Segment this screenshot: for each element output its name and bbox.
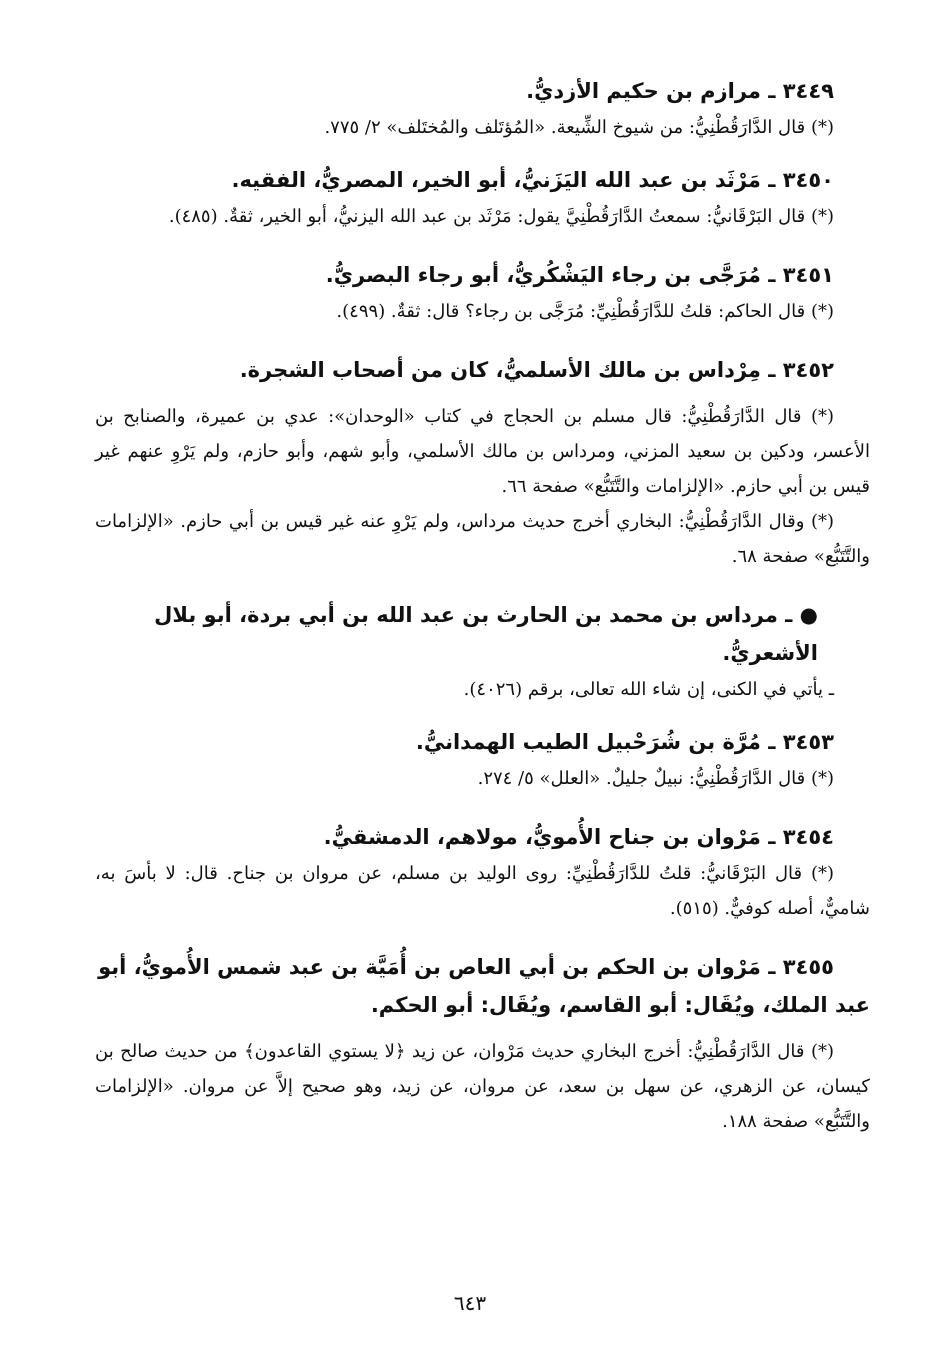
entry-text-3452-b: (*) وقال الدَّارَقُطْنِيُّ: البخاري أخرج حديث مرداس، ولم يَرْوِ عنه غير قيس بن أبي حازم. «الإلزامات والتَّتَبُّع» صفحة ٦٨. [95,511,870,567]
entry-text-3451: (*) قال الحاكم: قلتُ للدَّارَقُطْنِيِّ: مُرَجَّى بن رجاء؟ قال: ثقةٌ. (٤٩٩). [336,301,834,322]
entry-heading-3455: ٣٤٥٥ ـ مَرْوان بن الحكم بن أبي العاص بن أُمَيَّة بن عبد شمس الأُمويُّ، أبو عبد الملك، ويُقَال: أبو القاسم، ويُقَال: أبو الحكم. [98,955,870,1017]
document-page [95,72,870,1139]
entry-heading-3454: ٣٤٥٤ ـ مَرْوان بن جناح الأُمويُّ، مولاهم، الدمشقيُّ. [323,825,834,849]
page-number: ٦٤٣ [453,1291,487,1315]
entry-heading-3452: ٣٤٥٢ ـ مِرْداس بن مالك الأسلميُّ، كان من أصحاب الشجرة. [239,358,834,382]
entry-heading-mirdas-bullet: ● ـ مرداس بن محمد بن الحارث بن عبد الله بن أبي بردة، أبو بلال الأشعريُّ. [154,603,818,665]
entry-heading-3451: ٣٤٥١ ـ مُرَجَّى بن رجاء اليَشْكُريُّ، أبو رجاء البصريُّ. [325,263,834,287]
entry-heading-3450: ٣٤٥٠ ـ مَرْثَد بن عبد الله اليَزَنيُّ، أبو الخير، المصريُّ، الفقيه. [231,168,834,192]
entry-text-3454: (*) قال البَرْقَانيُّ: قلتُ للدَّارَقُطْنِيِّ: روى الوليد بن مسلم، عن مروان بن جناح. قال: لا بأسَ به، شاميٌّ، أصله كوفيٌّ. (٥١٥). [95,863,870,919]
entry-heading-3453: ٣٤٥٣ ـ مُرَّة بن شُرَحْبيل الطيب الهمدانيُّ. [415,730,834,754]
entry-heading-3449: ٣٤٤٩ ـ مرازم بن حكيم الأزديُّ. [526,79,834,103]
entry-text-3449: (*) قال الدَّارَقُطْنِيُّ: من شيوخ الشِّيعة. «المُؤتَلف والمُختَلف» ٢/ ٧٧٥. [324,117,834,138]
entry-text-mirdas-bullet: ـ يأتي في الكنى، إن شاء الله تعالى، برقم (٤٠٢٦). [463,679,834,700]
entry-text-3452-a: (*) قال الدَّارَقُطْنِيُّ: قال مسلم بن الحجاج في كتاب «الوحدان»: عدي بن عميرة، والصنابح بن الأعسر، ودكين بن سعيد المزني، ومرداس بن مالك الأسلمي، وأبو شهم، وأبو حازم، ولم يَرْوِ عنهم غير قيس بن أبي حازم. «الإلزامات والتَّتَبُّع» صفحة ٦٦. [95,406,870,497]
entry-text-3450: (*) قال البَرْقَانيُّ: سمعتُ الدَّارَقُطْنِيَّ يقول: مَرْثَد بن عبد الله اليزنيُّ، أبو الخير، ثقةٌ. (٤٨٥). [168,206,834,227]
entry-text-3455: (*) قال الدَّارَقُطْنِيُّ: أخرج البخاري حديث مَرْوان، عن زيد ﴿لا يستوي القاعدون﴾ من حديث صالح بن كيسان، عن الزهري، عن سهل بن سعد، عن مروان، عن زيد، وهو صحيح إلاَّ عن مروان. «الإلزامات والتَّتَبُّع» صفحة ١٨٨. [95,1041,870,1132]
entry-text-3453: (*) قال الدَّارَقُطْنِيُّ: نبيلٌ جليلٌ. «العلل» ٥/ ٢٧٤. [477,768,834,789]
